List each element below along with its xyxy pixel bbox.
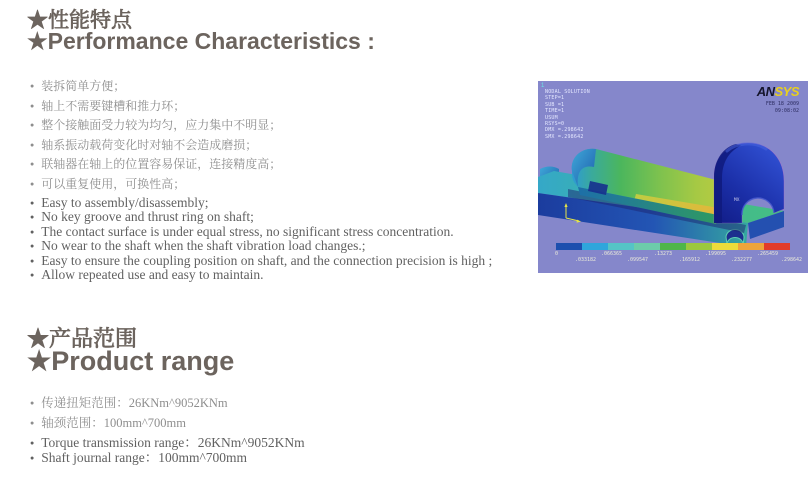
- date-time-stamp: [766, 101, 799, 114]
- colorbar-segment: [634, 243, 660, 250]
- colorbar-segment: [738, 243, 764, 250]
- list-item: ● 轴上不需要键槽和推力环；: [30, 97, 281, 117]
- colorbar-label: .298642: [781, 257, 803, 263]
- colorbar-label: .232277: [731, 257, 753, 263]
- list-item: ● No key groove and thrust ring on shaft;: [30, 210, 492, 224]
- list-item: ● 整个接触面受力较为均匀，应力集中不明显；: [30, 116, 281, 136]
- info-line: RSYS=0: [545, 121, 565, 128]
- performance-bullets-en: [30, 196, 492, 282]
- colorbar-segment: [608, 243, 634, 250]
- colorbar-label: .13273: [654, 251, 673, 257]
- colorbar-segment: [556, 243, 582, 250]
- colorbar-segment: [660, 243, 686, 250]
- colorbar-segment: [686, 243, 712, 250]
- list-item: ● 装拆简单方便；: [30, 77, 281, 97]
- colorbar-label: 0: [555, 251, 559, 257]
- info-line: TIME=1: [545, 108, 565, 115]
- list-item: ● 可以重复使用，可换性高；: [30, 175, 281, 195]
- plot-number: 1: [541, 83, 545, 89]
- performance-bullets-zh: [30, 77, 281, 194]
- product-range-title-en: ★Product range: [27, 346, 235, 376]
- info-line: SUB =1: [545, 101, 565, 108]
- info-line: NODAL SOLUTION: [545, 89, 590, 95]
- colorbar-label: .165912: [679, 257, 701, 263]
- contour-colorbar: [556, 243, 790, 250]
- max-marker-label: MX: [734, 198, 740, 203]
- list-item: ● 轴系振动载荷变化时对轴不会造成磨损；: [30, 136, 281, 156]
- product-range-title-zh: ★产品范围: [27, 326, 138, 351]
- list-item: ● Easy to assembly/disassembly;: [30, 196, 492, 210]
- colorbar-segment: [712, 243, 738, 250]
- list-item: ● Shaft journal range：100mm^700mm: [30, 451, 305, 466]
- ansys-logo-sys: SYS: [774, 84, 799, 99]
- list-item: ● 联轴器在轴上的位置容易保证，连接精度高；: [30, 155, 281, 175]
- info-line: USUM: [545, 114, 558, 121]
- info-line: SMX =.298642: [545, 133, 584, 140]
- colorbar-label: .199095: [705, 251, 727, 257]
- info-line: STEP=1: [545, 95, 565, 102]
- colorbar-segment: [582, 243, 608, 250]
- ansys-logo: [757, 84, 799, 99]
- time-text: 09:08:02: [774, 107, 799, 114]
- info-line: DMX =.298642: [545, 127, 584, 134]
- ansys-simulation-image: [538, 81, 808, 273]
- colorbar-label: .265459: [757, 251, 779, 257]
- list-item: ● Allow repeated use and easy to maintain.: [30, 268, 492, 282]
- product-range-bullets-zh: [30, 394, 228, 433]
- colorbar-label: .099547: [627, 257, 649, 263]
- list-item: ● The contact surface is under equal stress, no significant stress concentration.: [30, 225, 492, 239]
- list-item: ● 轴颈范围：100mm^700mm: [30, 414, 228, 434]
- ansys-logo-an: AN: [756, 84, 775, 99]
- solution-info-block: [545, 89, 590, 140]
- list-item: ● No wear to the shaft when the shaft vibration load changes.;: [30, 239, 492, 253]
- date-text: FEB 18 2009: [765, 101, 799, 107]
- list-item: ● Torque transmission range：26KNm^9052KNm: [30, 436, 305, 451]
- colorbar-segment: [764, 243, 790, 250]
- colorbar-label: .066365: [601, 251, 623, 257]
- list-item: ● 传递扭矩范围：26KNm^9052KNm: [30, 394, 228, 414]
- performance-title-zh: ★性能特点: [27, 9, 132, 32]
- list-item: ● Easy to ensure the coupling position on shaft, and the connection precision is high ;: [30, 254, 492, 268]
- performance-title-en: ★Performance Characteristics :: [27, 28, 375, 54]
- colorbar-label: .033182: [575, 257, 597, 263]
- product-range-bullets-en: [30, 436, 305, 465]
